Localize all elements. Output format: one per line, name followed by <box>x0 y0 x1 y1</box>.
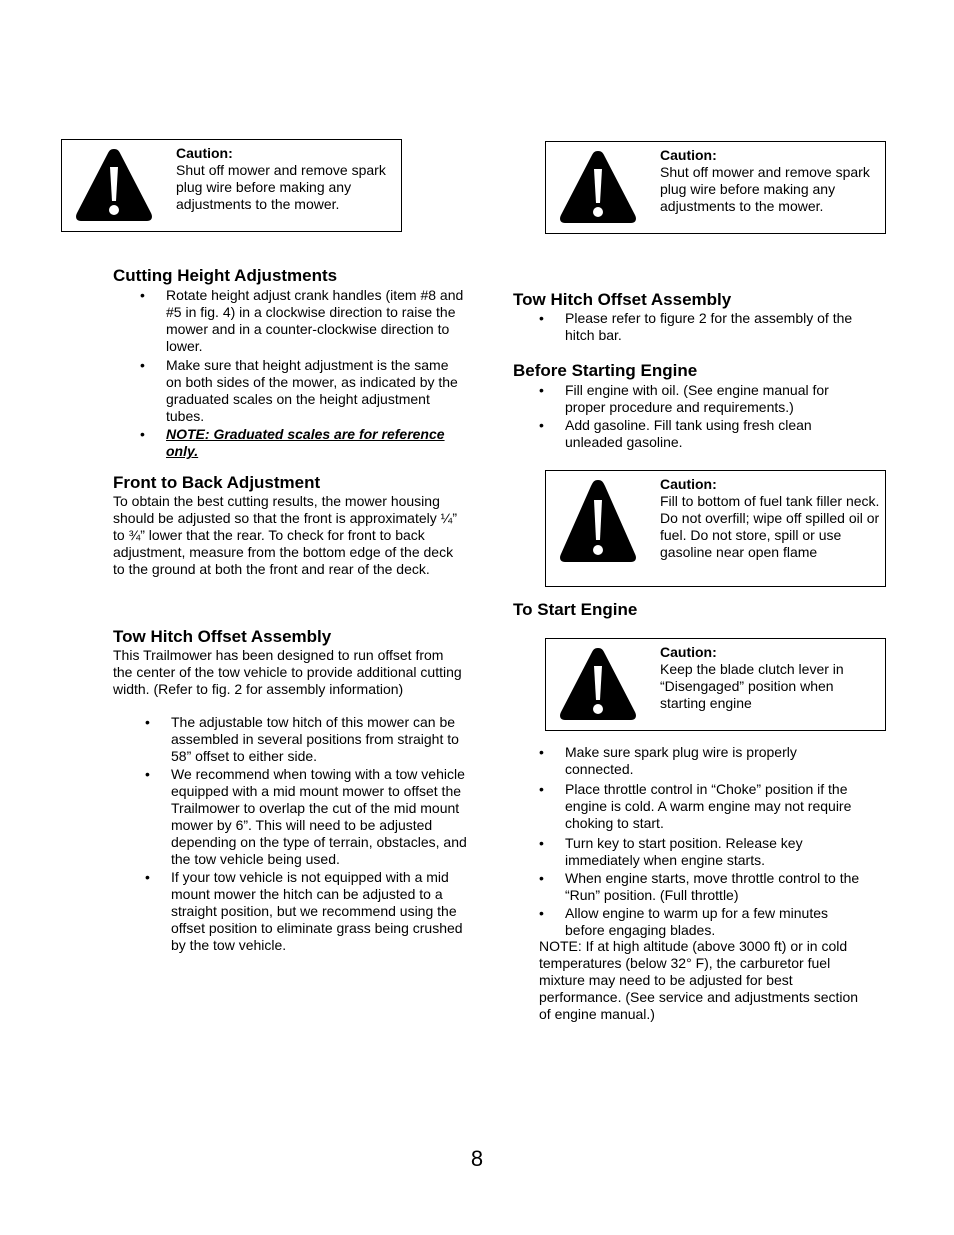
list-item: • When engine starts, move throttle control to the “Run” position. (Full throttle) <box>565 870 865 904</box>
high-altitude-note: NOTE: If at high altitude (above 3000 ft) or in cold temperatures (below 32° F), the carburetor fuel mixture may need to be adjusted for best performance. (See service and adjustments section of engine manual.) <box>539 938 859 1022</box>
warning-exclamation-icon <box>558 149 638 225</box>
caution-title: Caution: <box>660 147 717 163</box>
front-back-paragraph: To obtain the best cutting results, the mower housing should be adjusted so that the front is approximately ¼” to ¾” lower that the rear. To check for front to back adjustment, measure from the bottom edge of the deck to the ground at both the front and rear of the deck. <box>113 493 457 577</box>
section-heading-tow-hitch-right: Tow Hitch Offset Assembly <box>513 290 732 309</box>
list-item: • Please refer to figure 2 for the assembly of the hitch bar. <box>565 310 865 344</box>
warning-exclamation-icon <box>558 478 638 564</box>
list-item: • If your tow vehicle is not equipped with a mid mount mower the hitch can be adjusted to a straight position, but we recommend using the offset position to eliminate grass being crushed by the tow vehicle. <box>171 869 467 954</box>
list-item: • Fill engine with oil. (See engine manual for proper procedure and requirements.) <box>565 382 865 416</box>
to-start-list <box>565 744 865 939</box>
list-item: • Place throttle control in “Choke” position if the engine is cold. A warm engine may not require choking to start. <box>565 781 865 832</box>
list-item: • The adjustable tow hitch of this mower can be assembled in several positions from straight to 58” offset to either side. <box>171 714 467 765</box>
caution-box <box>545 638 886 731</box>
caution-box <box>545 141 886 234</box>
page-number: 8 <box>470 1146 484 1171</box>
list-item: • Make sure that height adjustment is the same on both sides of the mower, as indicated by the graduated scales on the height adjustment tubes. <box>166 357 466 425</box>
tow-hitch-right-list <box>565 310 865 344</box>
before-starting-list <box>565 382 865 451</box>
caution-text: Shut off mower and remove spark plug wire before making any adjustments to the mower. <box>176 162 386 212</box>
section-heading-to-start: To Start Engine <box>513 600 638 619</box>
list-item: • Make sure spark plug wire is properly connected. <box>565 744 865 778</box>
warning-exclamation-icon <box>74 147 154 223</box>
section-heading-before-starting: Before Starting Engine <box>513 361 698 380</box>
graduated-scales-note: NOTE: Graduated scales are for reference only. <box>166 426 445 459</box>
section-heading-cutting-height: Cutting Height Adjustments <box>113 266 338 285</box>
caution-text: Fill to bottom of fuel tank filler neck. Do not overfill; wipe off spilled oil or fuel. Do not store, spill or use gasoline near open flame <box>660 493 880 560</box>
list-item: • Rotate height adjust crank handles (item #8 and #5 in fig. 4) in a clockwise direction to raise the mower and in a counter-clockwise direction to lower. <box>166 287 466 355</box>
list-item: • We recommend when towing with a tow vehicle equipped with a mid mount mower to offset the Trailmower to overlap the cut of the mid mount mower by 6”. This will need to be adjusted depending on the type of terrain, obstacles, and the tow vehicle being used. <box>171 766 467 868</box>
list-item: • Allow engine to warm up for a few minutes before engaging blades. <box>565 905 865 939</box>
section-heading-tow-hitch-left: Tow Hitch Offset Assembly <box>113 627 332 646</box>
caution-box <box>545 470 886 587</box>
list-item: • Add gasoline. Fill tank using fresh clean unleaded gasoline. <box>565 417 865 451</box>
list-item-note <box>166 426 466 460</box>
tow-hitch-list <box>171 714 467 954</box>
warning-exclamation-icon <box>558 646 638 722</box>
section-heading-front-back: Front to Back Adjustment <box>113 473 321 492</box>
cutting-height-list <box>166 287 466 460</box>
caution-box <box>61 139 402 232</box>
caution-title: Caution: <box>176 145 233 161</box>
caution-title: Caution: <box>660 644 717 660</box>
caution-text: Keep the blade clutch lever in “Disengaged” position when starting engine <box>660 661 844 711</box>
list-item: • Turn key to start position. Release key immediately when engine starts. <box>565 835 865 869</box>
tow-hitch-paragraph: This Trailmower has been designed to run offset from the center of the tow vehicle to provide additional cutting width. (Refer to fig. 2 for assembly information) <box>113 647 462 697</box>
caution-text: Shut off mower and remove spark plug wire before making any adjustments to the mower. <box>660 164 870 214</box>
caution-title: Caution: <box>660 476 717 492</box>
